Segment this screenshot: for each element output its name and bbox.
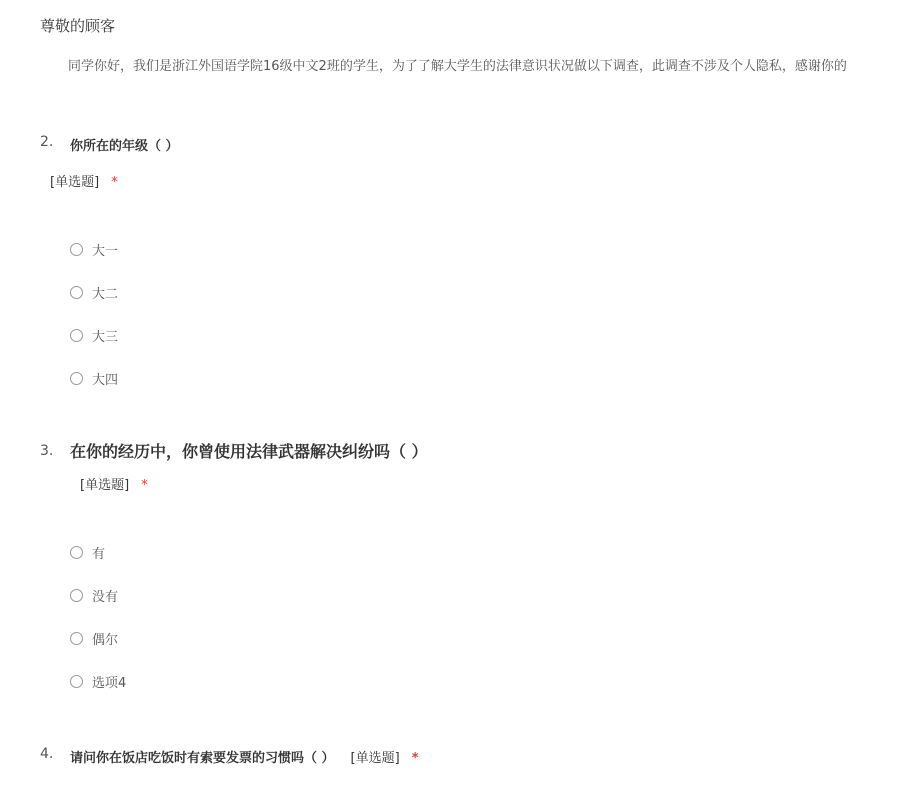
option-label: 大四 [92,372,119,388]
question-type: [单选题] [80,478,130,493]
option-radio[interactable] [70,586,118,604]
option-label: 没有 [92,589,119,605]
option-label: 有 [92,546,106,562]
radio-circle-icon[interactable] [70,589,83,602]
question-title-row [70,747,419,766]
radio-circle-icon[interactable] [70,675,83,688]
radio-circle-icon[interactable] [70,632,83,645]
required-star: * [411,751,419,766]
question-type: [单选题] [350,751,400,766]
radio-circle-icon[interactable] [70,546,83,559]
option-radio[interactable] [70,369,118,387]
required-star: * [111,175,118,190]
question-title: 在你的经历中，你曾使用法律武器解决纠纷吗（ ） [70,442,428,461]
option-label: 偶尔 [92,632,119,648]
radio-circle-icon[interactable] [70,243,83,256]
required-star: * [141,478,148,493]
option-radio[interactable] [70,283,118,301]
option-radio[interactable] [70,326,118,344]
survey-greeting: 尊敬的顾客 [40,17,116,35]
option-radio[interactable] [70,629,118,647]
radio-circle-icon[interactable] [70,286,83,299]
radio-circle-icon[interactable] [70,372,83,385]
option-radio[interactable] [70,543,105,561]
option-label: 选项4 [92,675,127,691]
question-number: 2. [40,134,54,150]
survey-intro: 同学你好，我们是浙江外国语学院16级中文2班的学生，为了了解大学生的法律意识状况做以下调查，此调查不涉及个人隐私，感谢你的 [68,59,847,74]
option-radio[interactable] [70,672,126,690]
question-title: 请问你在饭店吃饭时有索要发票的习惯吗（ ） [70,751,335,766]
question-type: [单选题] [50,175,100,190]
radio-circle-icon[interactable] [70,329,83,342]
question-number: 3. [40,443,54,459]
option-label: 大二 [92,286,119,302]
question-type-label [50,171,118,190]
option-radio[interactable] [70,240,118,258]
option-label: 大三 [92,329,119,345]
option-label: 大一 [92,243,119,259]
question-title: 你所在的年级（ ） [70,139,179,154]
question-type-label [80,474,148,493]
question-number: 4. [40,746,54,762]
